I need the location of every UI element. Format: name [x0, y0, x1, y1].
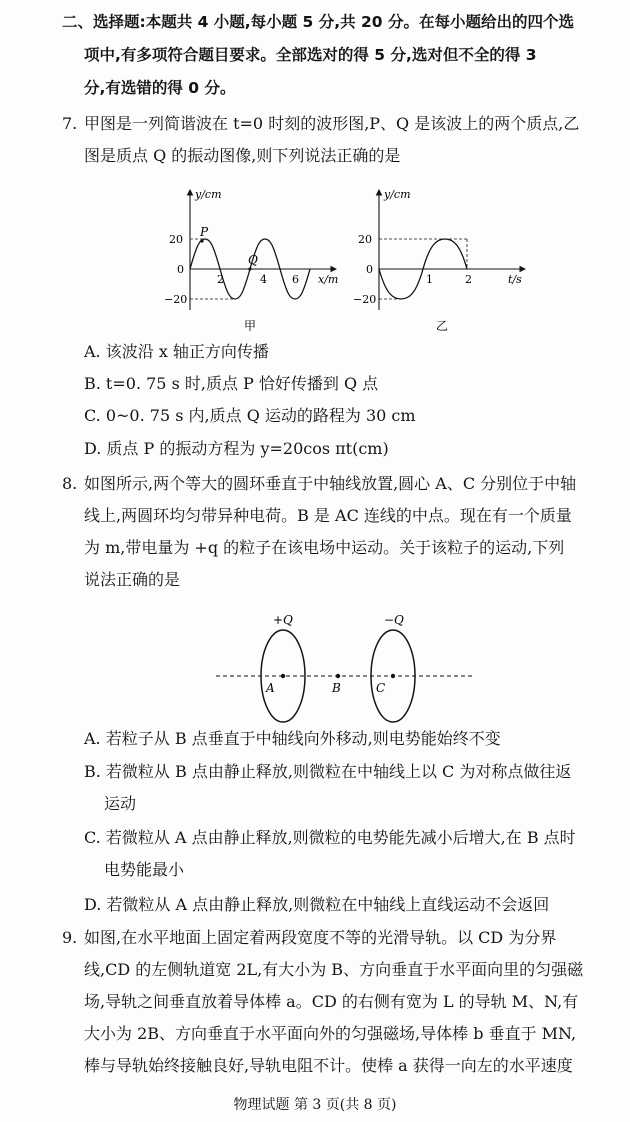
y-axis-label: y/cm: [195, 188, 222, 201]
point-b-label: B: [332, 681, 341, 695]
question-7: [62, 108, 622, 172]
tick-label: 1: [426, 273, 433, 286]
tick-label: 6: [292, 273, 299, 286]
q7-option-b: B. t=0. 75 s 时,质点 P 恰好传播到 Q 点: [84, 374, 379, 393]
figure-caption: 乙: [436, 319, 449, 333]
q8-option-d: D. 若微粒从 A 点由静止释放,则微粒在中轴线上直线运动不会返回: [84, 895, 550, 914]
q8-option-c-line-2: 电势能最小: [104, 860, 185, 879]
question-9-line-5: 棒与导轨始终接触良好,导轨电阻不计。使棒 a 获得一向左的水平速度: [84, 1056, 573, 1075]
question-7-line-1: 甲图是一列简谐波在 t=0 时刻的波形图,P、Q 是该波上的两个质点,乙: [84, 114, 580, 133]
point-q-marker: [248, 267, 251, 270]
tick-label: 20: [358, 233, 372, 246]
question-number: 8.: [62, 474, 78, 493]
question-number: 9.: [62, 928, 78, 947]
charge-right-label: −Q: [384, 613, 404, 627]
figure-yi-vibration-graph: [345, 182, 535, 340]
figure-caption: 甲: [244, 319, 257, 333]
question-9-line-1: 如图,在水平地面上固定着两段宽度不等的光滑导轨。以 CD 为分界: [84, 928, 557, 947]
point-b-marker: [336, 674, 340, 678]
q8-option-a: A. 若粒子从 B 点垂直于中轴线向外移动,则电势能始终不变: [84, 729, 501, 748]
point-p-label: P: [200, 225, 209, 239]
charge-left-label: +Q: [273, 613, 293, 627]
question-8: [62, 468, 622, 596]
tick-label: −20: [164, 293, 188, 306]
section-line-3: 分,有选错的得 0 分。: [84, 79, 236, 97]
question-8-line-1: 如图所示,两个等大的圆环垂直于中轴线放置,圆心 A、C 分别位于中轴: [84, 474, 577, 493]
section-line-2: 项中,有多项符合题目要求。全部选对的得 5 分,选对但不全的得 3: [84, 46, 537, 64]
tick-label: 0: [366, 263, 373, 276]
question-9-line-4: 大小为 2B、方向垂直于水平面向外的匀强磁场,导体棒 b 垂直于 MN,: [84, 1024, 577, 1043]
point-q-label: Q: [248, 253, 258, 267]
question-8-line-2: 线上,两圆环均匀带异种电荷。B 是 AC 连线的中点。现在有一个质量: [84, 506, 572, 525]
question-9: [62, 922, 622, 1082]
q8-option-c: [84, 822, 624, 886]
tick-label: 4: [260, 273, 267, 286]
q7-option-a: A. 该波沿 x 轴正方向传播: [84, 342, 269, 361]
tick-label: −20: [353, 293, 377, 306]
point-p-marker: [200, 239, 203, 242]
point-c-marker: [391, 674, 395, 678]
tick-label: 0: [177, 263, 184, 276]
q7-option-d: D. 质点 P 的振动方程为 y=20cos πt(cm): [84, 439, 389, 458]
point-a-label: A: [266, 681, 275, 695]
page-footer: 物理试题 第 3 页(共 8 页): [233, 1097, 397, 1113]
figure-jia-wave-graph: [160, 182, 350, 340]
figure-two-rings: [210, 604, 480, 729]
point-a-marker: [281, 674, 285, 678]
question-number: 7.: [62, 114, 78, 133]
q8-option-b: [84, 756, 624, 820]
t-axis-label: t/s: [508, 273, 522, 286]
tick-label: 2: [217, 273, 224, 286]
question-8-line-3: 为 m,带电量为 +q 的粒子在该电场中运动。关于该粒子的运动,下列: [84, 538, 565, 557]
q7-option-c: C. 0~0. 75 s 内,质点 Q 运动的路程为 30 cm: [84, 406, 416, 425]
section-header: [62, 6, 620, 105]
question-9-line-2: 线,CD 的左侧轨道宽 2L,有大小为 B、方向垂直于水平面向里的匀强磁: [84, 960, 584, 979]
x-axis-label: x/m: [318, 273, 339, 286]
q8-option-b-line-2: 运动: [104, 794, 137, 813]
q8-option-c-line-1: C. 若微粒从 A 点由静止释放,则微粒的电势能先减小后增大,在 B 点时: [84, 828, 576, 847]
question-9-line-3: 场,导轨之间垂直放着导体棒 a。CD 的右侧有宽为 L 的导轨 M、N,有: [84, 992, 579, 1011]
tick-label: 2: [465, 273, 472, 286]
y-axis-label: y/cm: [384, 188, 411, 201]
q8-option-b-line-1: B. 若微粒从 B 点由静止释放,则微粒在中轴线上以 C 为对称点做往返: [84, 762, 572, 781]
section-line-1: 二、选择题:本题共 4 小题,每小题 5 分,共 20 分。在每小题给出的四个选: [62, 13, 574, 31]
tick-label: 20: [169, 233, 183, 246]
question-7-line-2: 图是质点 Q 的振动图像,则下列说法正确的是: [84, 146, 401, 165]
point-c-label: C: [376, 681, 386, 695]
question-8-line-4: 说法正确的是: [84, 570, 181, 589]
